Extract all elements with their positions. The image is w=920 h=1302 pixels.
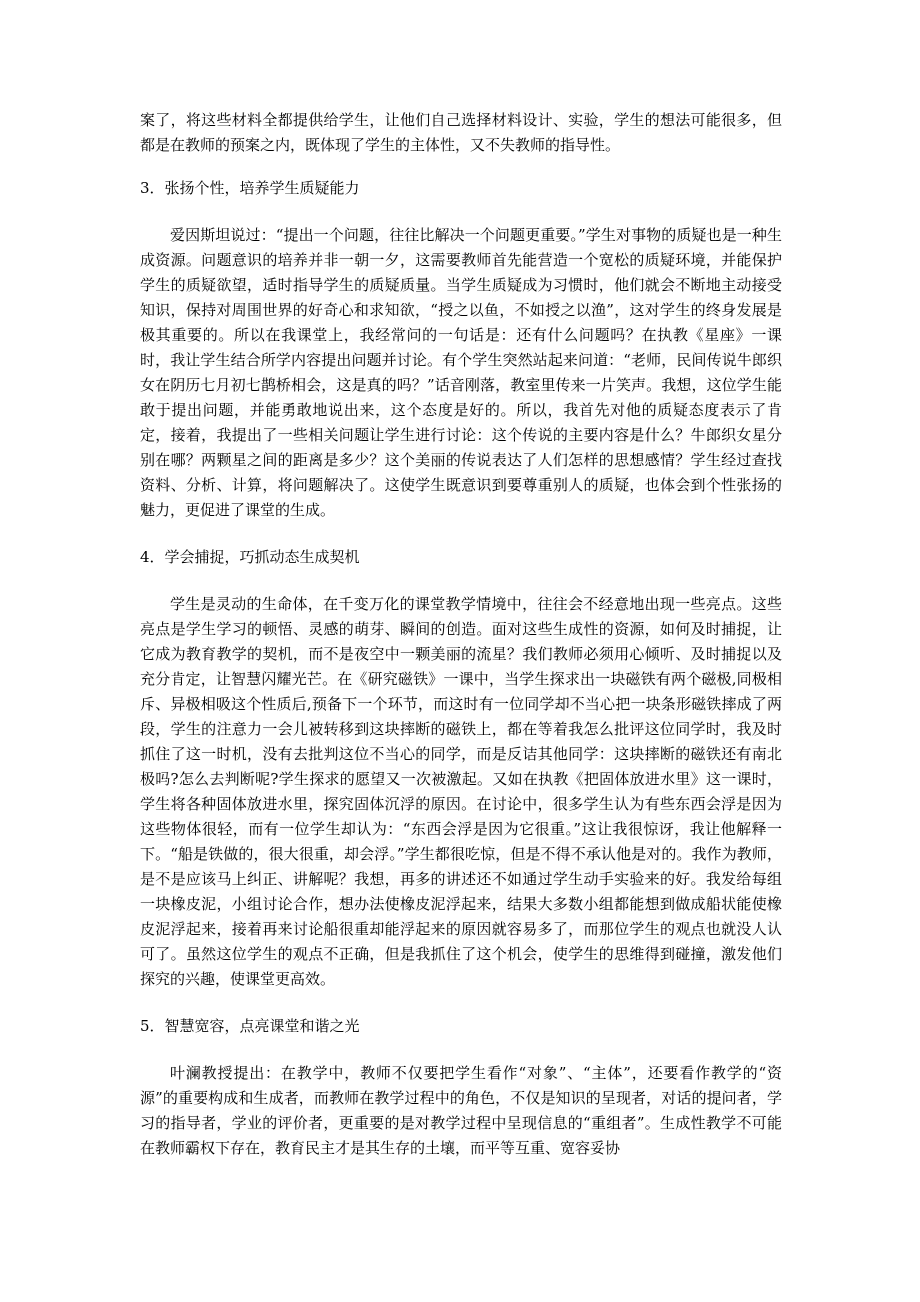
document-page (140, 108, 782, 1183)
section-heading-3: 3．张扬个性，培养学生质疑能力 (140, 179, 360, 197)
section-5-paragraph: 叶澜教授提出：在教学中，教师不仅要把学生看作“对象”、“主体”，还要看作教学的“资源”的重要构成和生成者，而教师在教学过程中的角色，不仅是知识的呈现者，对话的提问者，学习的指导者，学业的评价者，更重要的是对教学过程中呈现信息的“重组者”。生成性教学不可能在教师霸权下存在，教育民主才是其生存的土壤，而平等互重、宽容妥协 (140, 1064, 782, 1157)
section-4-paragraph: 学生是灵动的生命体，在千变万化的课堂教学情境中，往往会不经意地出现一些亮点。这些亮点是学生学习的顿悟、灵感的萌芽、瞬间的创造。面对这些生成性的资源，如何及时捕捉，让它成为教育教学的契机，而不是夜空中一颗美丽的流星？我们教师必须用心倾听、及时捕捉以及充分肯定，让智慧闪耀光芒。在《研究磁铁》一课中，当学生探求出一块磁铁有两个磁极,同极相斥、异极相吸这个性质后,预备下一个环节，而这时有一位同学却不当心把一块条形磁铁摔成了两段，学生的注意力一会儿被转移到这块摔断的磁铁上，都在等着我怎么批评这位同学时，我及时抓住了这一时机，没有去批判这位不当心的同学，而是反诘其他同学：这块摔断的磁铁还有南北极吗?怎么去判断呢?学生探求的愿望又一次被激起。又如在执教《把固体放进水里》这一课时，学生将各种固体放进水里，探究固体沉浮的原因。在讨论中，很多学生认为有些东西会浮是因为这些物体很轻，而有一位学生却认为：“东西会浮是因为它很重。”这让我很惊讶，我让他解释一下。“船是铁做的，很大很重，却会浮。”学生都很吃惊，但是不得不承认他是对的。我作为教师，是不是应该马上纠正、讲解呢？我想，再多的讲述还不如通过学生动手实验来的好。我发给每组一块橡皮泥，小组讨论合作，想办法使橡皮泥浮起来，结果大多数小组都能想到做成船状能使橡皮泥浮起来，接着再来讨论船很重却能浮起来的原因就容易多了，而那位学生的观点也就没人认可了。虽然这位学生的观点不正确，但是我抓住了这个机会，使学生的思维得到碰撞，激发他们探究的兴趣，使课堂更高效。 (140, 595, 782, 988)
continued-paragraph: 案了，将这些材料全都提供给学生，让他们自己选择材料设计、实验，学生的想法可能很多，但都是在教师的预案之内，既体现了学生的主体性，又不失教师的指导性。 (140, 111, 782, 154)
section-heading-5: 5．智慧宽容，点亮课堂和谐之光 (140, 1017, 360, 1035)
section-3-paragraph: 爱因斯坦说过：“提出一个问题，往往比解决一个问题更重要。”学生对事物的质疑也是一种生成资源。问题意识的培养并非一朝一夕，这需要教师首先能营造一个宽松的质疑环境，并能保护学生的质疑欲望，适时指导学生的质疑质量。当学生质疑成为习惯时，他们就会不断地主动接受知识，保持对周围世界的好奇心和求知欲，“授之以鱼，不如授之以渔”，这对学生的终身发展是极其重要的。所以在我课堂上，我经常问的一句话是：还有什么问题吗？在执教《星座》一课时，我让学生结合所学内容提出问题并讨论。有个学生突然站起来问道：“老师，民间传说牛郎织女在阴历七月初七鹊桥相会，这是真的吗？”话音刚落，教室里传来一片笑声。我想，这位学生能敢于提出问题，并能勇敢地说出来，这个态度是好的。所以，我首先对他的质疑态度表示了肯定，接着，我提出了一些相关问题让学生进行讨论：这个传说的主要内容是什么？牛郎织女星分别在哪？两颗星之间的距离是多少？这个美丽的传说表达了人们怎样的思想感情？学生经过查找资料、分析、计算，将问题解决了。这使学生既意识到要尊重别人的质疑，也体会到个性张扬的魅力，更促进了课堂的生成。 (140, 226, 782, 519)
section-heading-4: 4．学会捕捉，巧抓动态生成契机 (140, 548, 360, 566)
